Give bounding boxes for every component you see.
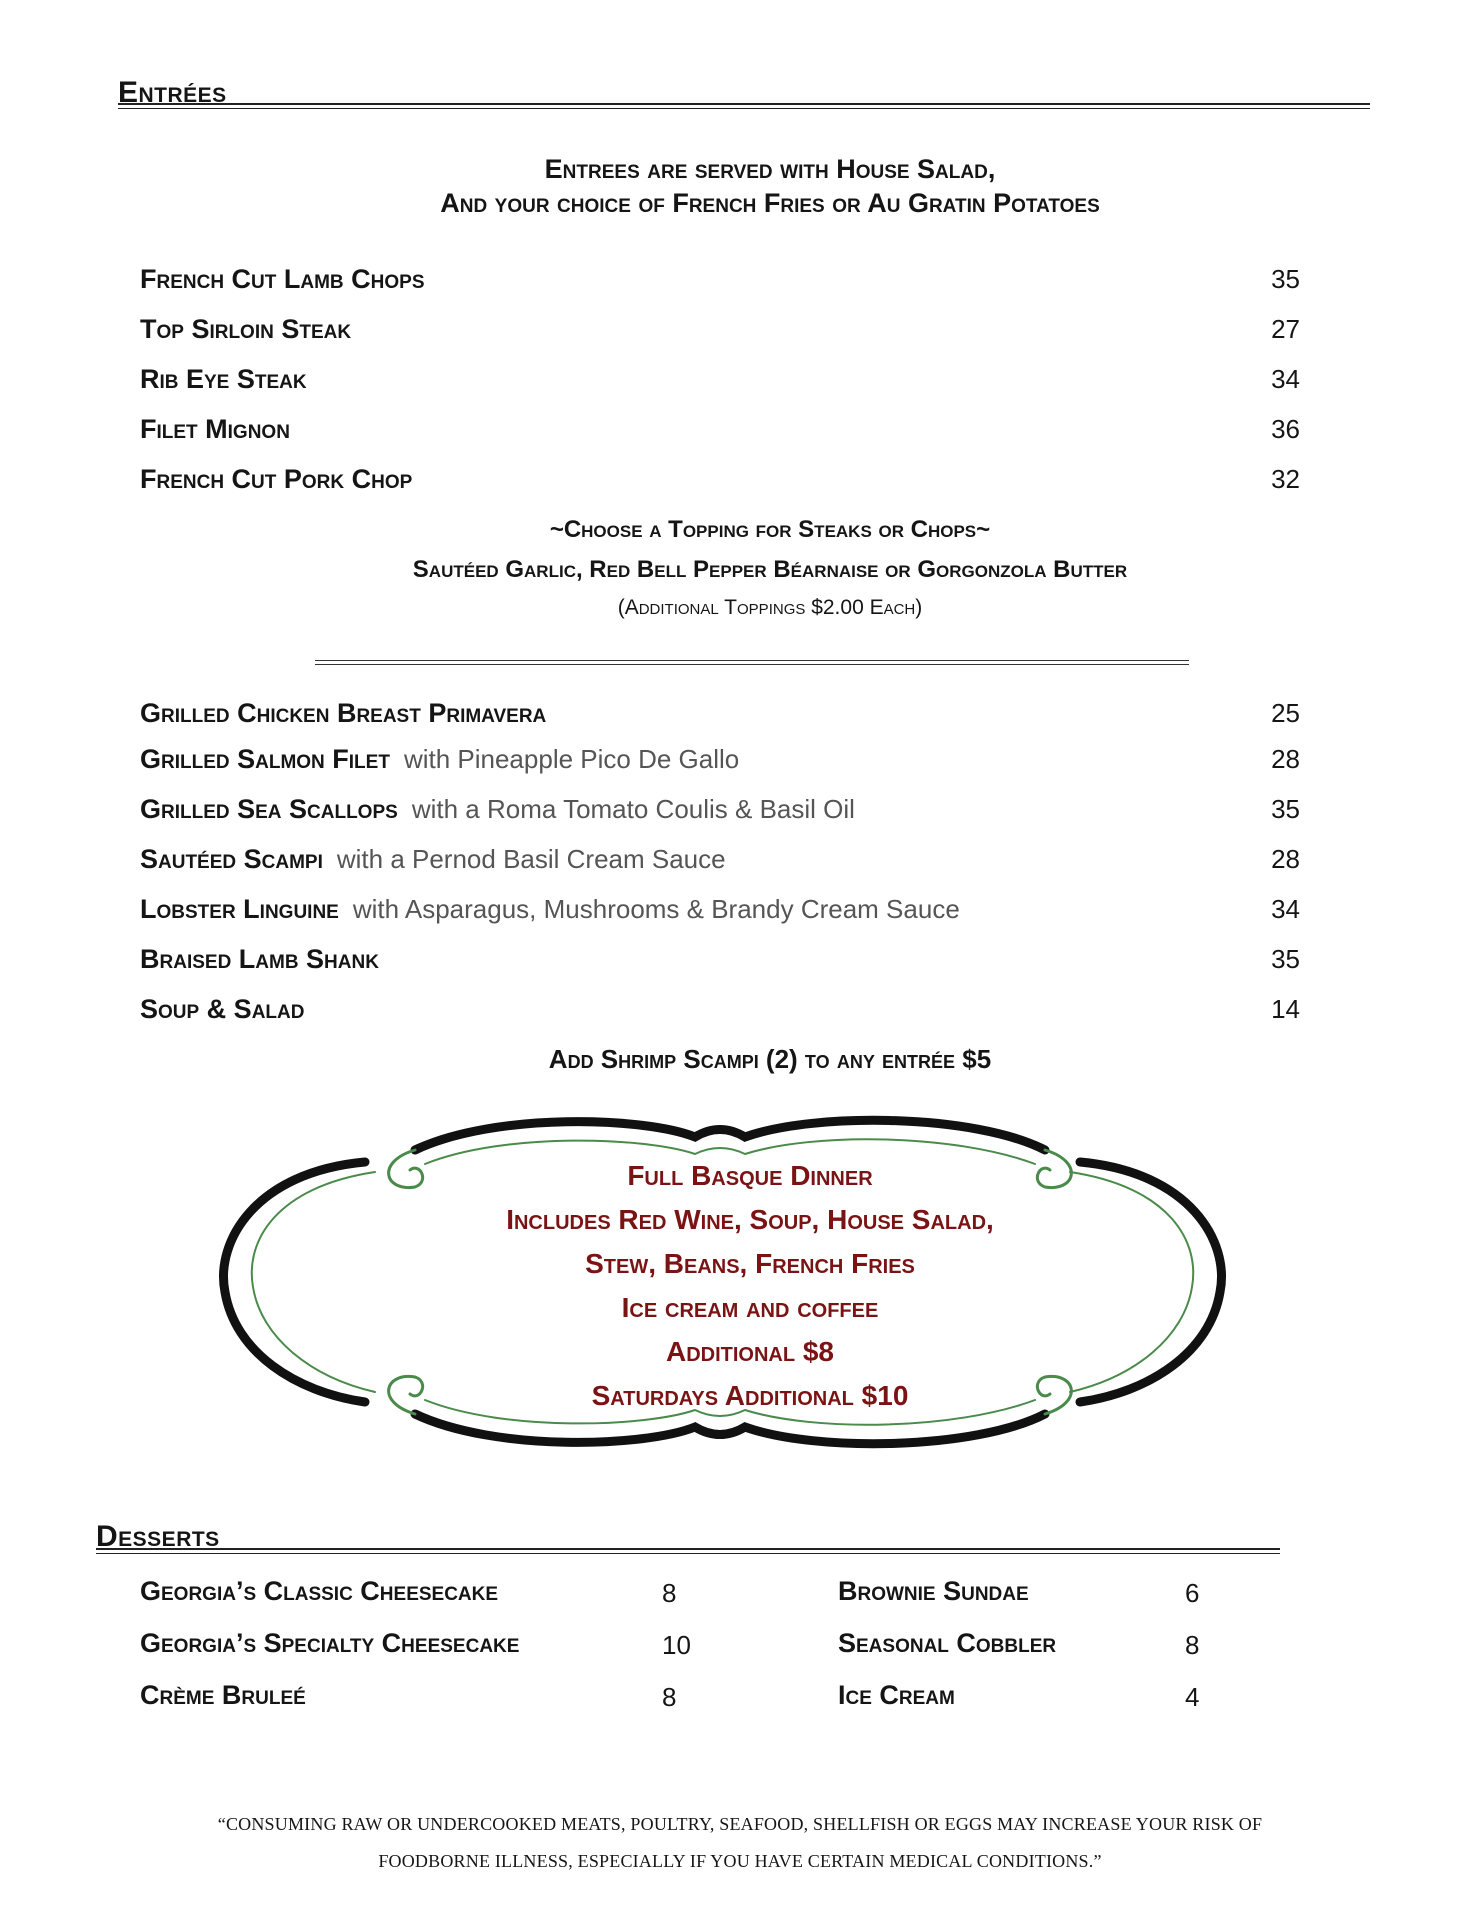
dessert-item: Georgia’s Classic Cheesecake — [140, 1576, 499, 1606]
basque-line-3: Stew, Beans, French Fries — [585, 1248, 915, 1279]
menu-item — [140, 944, 1300, 980]
disclaimer-line-1: “CONSUMING RAW OR UNDERCOOKED MEATS, POULTRY, SEAFOOD, SHELLFISH OR EGGS MAY INCREASE YOUR RISK OF — [217, 1814, 1263, 1834]
item-name: French Cut Lamb Chops — [140, 264, 425, 294]
item-price: 34 — [1271, 894, 1300, 924]
dessert-price: 4 — [1185, 1682, 1200, 1712]
desserts-title-rule — [96, 1548, 1280, 1554]
item-name: Soup & Salad — [140, 994, 305, 1024]
menu-item — [140, 894, 1300, 930]
item-price: 35 — [1271, 794, 1300, 824]
item-name: Filet Mignon — [140, 414, 290, 444]
item-name: Grilled Salmon Filet — [140, 744, 390, 774]
menu-item — [140, 414, 1300, 450]
decorative-frame — [215, 1092, 1230, 1472]
entrees-title-rule — [118, 103, 1370, 109]
item-name: French Cut Pork Chop — [140, 464, 413, 494]
topping-note: (Additional Toppings $2.00 Each) — [617, 596, 923, 619]
item-name: Braised Lamb Shank — [140, 944, 379, 974]
item-price: 28 — [1271, 744, 1300, 774]
dessert-price: 8 — [662, 1578, 677, 1608]
item-name: Sautéed Scampi — [140, 844, 323, 874]
menu-item — [140, 464, 1300, 500]
item-price: 34 — [1271, 364, 1300, 394]
divider — [315, 660, 1189, 665]
item-name: Rib Eye Steak — [140, 364, 307, 394]
item-name: Grilled Sea Scallops — [140, 794, 398, 824]
dessert-item: Ice Cream — [838, 1680, 955, 1710]
item-price: 27 — [1271, 314, 1300, 344]
menu-item — [140, 314, 1300, 350]
item-price: 14 — [1271, 994, 1300, 1024]
menu-item — [140, 264, 1300, 300]
basque-line-1: Full Basque Dinner — [627, 1160, 873, 1191]
item-description: with Asparagus, Mushrooms & Brandy Cream Sauce — [352, 894, 960, 924]
menu-item — [140, 698, 1300, 734]
shrimp-addon: Add Shrimp Scampi (2) to any entrée $5 — [548, 1044, 992, 1074]
item-price: 35 — [1271, 264, 1300, 294]
item-name: Top Sirloin Steak — [140, 314, 352, 344]
entrees-intro-line1: Entrees are served with House Salad, — [544, 154, 996, 184]
desserts-title: Desserts — [96, 1520, 220, 1553]
item-price: 25 — [1271, 698, 1300, 728]
item-description: with Pineapple Pico De Gallo — [403, 744, 740, 774]
item-price: 36 — [1271, 414, 1300, 444]
item-description: with a Pernod Basil Cream Sauce — [336, 844, 726, 874]
dessert-price: 6 — [1185, 1578, 1200, 1608]
menu-item — [140, 994, 1300, 1030]
basque-line-2: Includes Red Wine, Soup, House Salad, — [506, 1204, 994, 1235]
topping-heading: ~Choose a Topping for Steaks or Chops~ — [549, 516, 991, 543]
item-name: Grilled Chicken Breast Primavera — [140, 698, 547, 728]
basque-line-5: Additional $8 — [665, 1336, 835, 1367]
item-price: 35 — [1271, 944, 1300, 974]
disclaimer-line-2: FOODBORNE ILLNESS, ESPECIALLY IF YOU HAVE CERTAIN MEDICAL CONDITIONS.” — [378, 1851, 1102, 1871]
item-description: with a Roma Tomato Coulis & Basil Oil — [411, 794, 855, 824]
dessert-item: Crème Bruleé — [140, 1680, 306, 1710]
menu-item — [140, 744, 1300, 780]
item-price: 28 — [1271, 844, 1300, 874]
dessert-item: Brownie Sundae — [838, 1576, 1029, 1606]
dessert-item: Georgia’s Specialty Cheesecake — [140, 1628, 520, 1658]
menu-item — [140, 794, 1300, 830]
menu-item — [140, 844, 1300, 880]
item-price: 32 — [1271, 464, 1300, 494]
basque-line-4: Ice cream and coffee — [621, 1292, 879, 1323]
dessert-price: 8 — [1185, 1630, 1200, 1660]
dessert-item: Seasonal Cobbler — [838, 1628, 1057, 1658]
item-name: Lobster Linguine — [140, 894, 339, 924]
dessert-price: 8 — [662, 1682, 677, 1712]
entrees-intro-line2: And your choice of French Fries or Au Gratin Potatoes — [440, 188, 1100, 218]
basque-line-6: Saturdays Additional $10 — [591, 1380, 909, 1411]
topping-options: Sautéed Garlic, Red Bell Pepper Béarnaise or Gorgonzola Butter — [412, 556, 1128, 583]
entrees-title: Entrées — [118, 76, 227, 109]
dessert-price: 10 — [662, 1630, 691, 1660]
menu-item — [140, 364, 1300, 400]
